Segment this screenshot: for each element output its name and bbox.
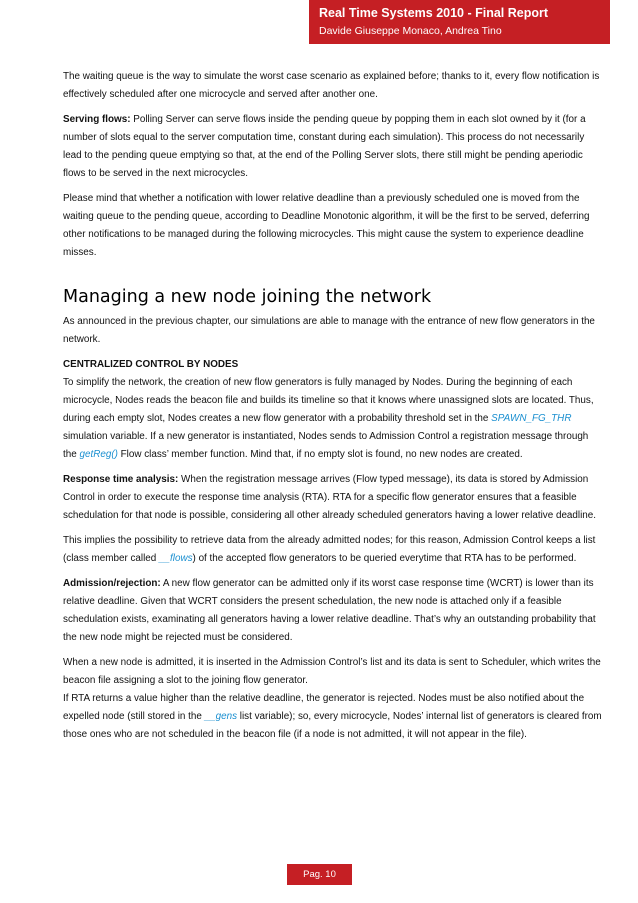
paragraph-waiting-queue: The waiting queue is the way to simulate the worst case scenario as explained before; thanks to it, every flow notification is effectively scheduled after one microcycle and served after another one. (63, 71, 600, 100)
admission-text: A new flow generator can be admitted only if its worst case response time (WCRT) is lower than its relative deadline. Given that WCRT considers the present schedulation, the new node is attached only if a feasible schedulation exists, examinating all generators having a lower relative deadline. That’s why an outstanding probability that the new node might be rejected must be considered. (63, 578, 596, 643)
paragraph-section-intro: As announced in the previous chapter, our simulations are able to manage with the entrance of new flow generators in the network. (63, 316, 595, 345)
paragraph-response-time-analysis (63, 471, 603, 525)
report-authors: Davide Giuseppe Monaco, Andrea Tino (319, 25, 502, 37)
report-title: Real Time Systems 2010 - Final Report (319, 6, 549, 20)
report-header (309, 0, 610, 44)
subheading-centralized-control: CENTRALIZED CONTROL BY NODES (63, 359, 239, 370)
paragraph-deadline-monotonic: Please mind that whether a notification with lower relative deadline than a previously scheduled one is moved from the waiting queue to the pending queue, according to Deadline Monotonic algorithm, it will be the first to be served, deferring other notifications to be managed during the following microcycles. This might cause the system to experience deadline misses. (63, 193, 590, 258)
admission-label: Admission/rejection: (63, 578, 161, 589)
rta-text: When the registration message arrives (Flow typed message), its data is stored by Admission Control in order to execute the response time analysis (RTA). RTA for a specific flow generator ensures that a feasible schedulation for that node is possible, considering all other already scheduled generators having a lower relative deadline. (63, 474, 597, 521)
rta-label: Response time analysis: (63, 474, 179, 485)
rejected-text-1: If RTA returns a value higher than the relative deadline, the generator is rejected. Nodes must be also notified about the expelled node (still stored in the (63, 693, 585, 722)
paragraph-serving-flows (63, 111, 603, 183)
getreg-function: getReg() (79, 449, 118, 460)
serving-flows-text: Polling Server can serve flows inside the pending queue by popping them in each slot owned by it (for a number of slots equal to the server computation time, constant during each simulation). This process do not necessarily lead to the pending queue emptying so that, at the end of the Polling Server slots, there still might be pending aperiodic flows to be served in the next microcycles. (63, 114, 586, 179)
paragraph-node-admitted (63, 654, 603, 744)
spawn-threshold-variable: SPAWN_FG_THR (491, 413, 572, 424)
cc-text-2: simulation variable. If a new generator is instantiated, Nodes sends to Admission Control a registration message through the (63, 431, 589, 460)
page-number: Pag. 10 (287, 864, 352, 885)
implies-text-1: This implies the possibility to retrieve data from the already admitted nodes; for this reason, Admission Control keeps a list (class member called (63, 535, 596, 564)
cc-text-1: To simplify the network, the creation of new flow generators is fully managed by Nodes. During the beginning of each microcycle, Nodes reads the beacon file and builds its timeline so that it knows where unassigned slots are located. Thus, during each empty slot, Nodes creates a new flow generator with a probability threshold set in the (63, 377, 594, 424)
section-title: Managing a new node joining the network (63, 287, 432, 307)
admitted-text: When a new node is admitted, it is inserted in the Admission Control’s list and its data is sent to Scheduler, which writes the beacon file assigning a slot to the joining flow generator. (63, 657, 601, 686)
page-body (63, 68, 603, 744)
gens-variable: __gens (204, 711, 238, 722)
rejected-text-2: list variable); so, every microcycle, Nodes’ internal list of generators is cleared from those ones who are not scheduled in the beacon file (if a node is not admitted, it will not appear in the file). (63, 711, 602, 740)
serving-flows-label: Serving flows: (63, 114, 131, 125)
paragraph-centralized-control (63, 374, 603, 464)
cc-text-3: Flow class’ member function. Mind that, if no empty slot is found, no new nodes are created. (117, 449, 523, 460)
paragraph-flows-list (63, 532, 603, 568)
flows-member: __flows (159, 553, 193, 564)
paragraph-admission-rejection (63, 575, 603, 647)
implies-text-2: ) of the accepted flow generators to be queried everytime that RTA has to be performed. (192, 553, 577, 564)
